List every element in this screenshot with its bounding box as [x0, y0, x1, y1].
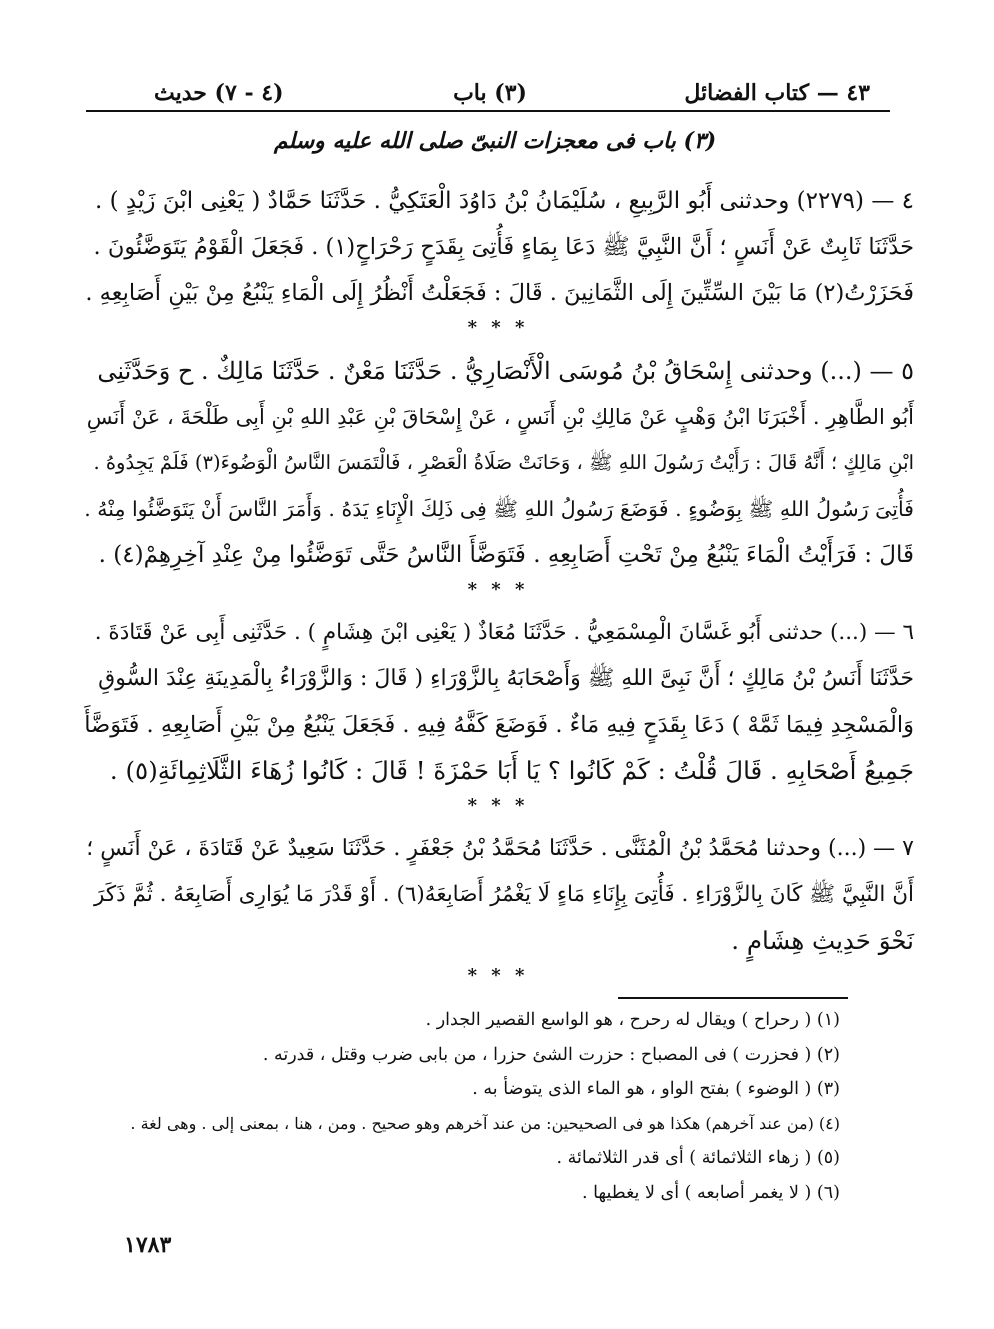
footnote: (٥) ( زهاء الثلاثمائة ) أى قدر الثلاثمائة . — [556, 1148, 840, 1168]
text-line: حَدَّثَنَا ثَابِتٌ عَنْ أَنَسٍ ؛ أَنَّ النَّبِيَّ ﷺ دَعَا بِمَاءٍ فَأُتِىَ بِقَدَحٍ رَحْرَاحٍ(١) . فَجَعَلَ الْقَوْمُ يَتَوَضَّئُونَ . — [93, 234, 914, 260]
running-header — [110, 74, 870, 114]
text-line: ابْنِ مَالِكٍ ؛ أَنَّهُ قَالَ : رَأَيْتُ رَسُولَ اللهِ ﷺ ، وَحَانَتْ صَلَاةُ الْعَصْرِ ، فَالْتَمَسَ النَّاسُ الْوَضُوءَ(٣) فَلَمْ يَجِدُوهُ . — [93, 451, 914, 474]
hadith-range-label: (٤ - ٧) حديث — [154, 80, 284, 106]
footnote: (١) ( رحراح ) ويقال له رحرح ، هو الواسع القصير الجدار . — [425, 1010, 840, 1030]
footnote: (٤) (من عند آخرهم) هكذا هو فى الصحيحين: من عند آخرهم وهو صحيح . ومن ، هنا ، بمعنى إلى . وهى لغة . — [130, 1113, 840, 1133]
section-separator: * * * — [467, 579, 529, 600]
main-text — [82, 178, 914, 996]
text-line: ٤ — (٢٢٧٩) وحدثنى أَبُو الرَّبِيعِ ، سُلَيْمَانُ بْنُ دَاوُدَ الْعَتَكِيُّ . حَدَّثَنَا حَمَّادٌ ( يَعْنِى ابْنَ زَيْدٍ ) . — [94, 188, 914, 214]
text-line: فَحَزَرْتُ(٢) مَا بَيْنَ السِّتِّينَ إِلَى الثَّمَانِينَ . قَالَ : فَجَعَلْتُ أَنْظُرُ إِلَى الْمَاءِ يَنْبُعُ مِنْ بَيْنِ أَصَابِعِهِ . — [85, 280, 914, 306]
text-line: نَحْوَ حَدِيثِ هِشَامٍ . — [731, 926, 914, 955]
text-line: قَالَ : فَرَأَيْتُ الْمَاءَ يَنْبُعُ مِنْ تَحْتِ أَصَابِعِهِ . فَتَوَضَّأَ النَّاسُ حَتَّى تَوَضَّئُوا مِنْ عِنْدِ آخِرِهِمْ(٤) . — [98, 542, 914, 568]
footnote: (٣) ( الوضوء ) بفتح الواو ، هو الماء الذى يتوضأ به . — [472, 1079, 840, 1099]
footnote-divider — [618, 997, 848, 999]
text-line: أَبُو الطَّاهِرِ . أَخْبَرَنَا ابْنُ وَهْبٍ عَنْ مَالِكِ بْنِ أَنَسٍ ، عَنْ إِسْحَاقَ بْنِ عَبْدِ اللهِ بْنِ أَبِى طَلْحَةَ ، عَنْ أَنَسِ — [86, 405, 914, 429]
footnote: (٢) ( فحزرت ) فى المصباح : حزرت الشئ حزرا ، من بابى ضرب وقتل ، قدرته . — [262, 1044, 840, 1065]
section-separator: * * * — [467, 795, 529, 816]
text-line: فَأُتِىَ رَسُولُ اللهِ ﷺ بِوَضُوءٍ . فَوَضَعَ رَسُولُ اللهِ ﷺ فِى ذَلِكَ الْإِنَاءِ يَدَهُ . وَأَمَرَ النَّاسَ أَنْ يَتَوَضَّئُوا مِنْهُ . — [84, 497, 914, 521]
text-line: ٥ — (...) وحدثنى إِسْحَاقُ بْنُ مُوسَى الْأَنْصَارِيُّ . حَدَّثَنَا مَعْنٌ . حَدَّثَنَا مَالِكٌ . ح وَحَدَّثَنِى — [97, 357, 914, 385]
section-separator: * * * — [467, 965, 529, 986]
page-number: ١٧٨٣ — [124, 1232, 172, 1258]
hadith-entry — [82, 348, 914, 578]
text-line: حَدَّثَنَا أَنَسُ بْنُ مَالِكٍ ؛ أَنَّ نَبِىَّ اللهِ ﷺ وَأَصْحَابَهُ بِالزَّوْرَاءِ ( قَالَ : وَالزَّوْرَاءُ بِالْمَدِينَةِ عِنْدَ السُّوقِ — [98, 666, 914, 691]
text-line: أَنَّ النَّبِيَّ ﷺ كَانَ بِالزَّوْرَاءِ . فَأُتِىَ بِإِنَاءِ مَاءٍ لَا يَغْمُرُ أَصَابِعَهُ(٦) . أَوْ قَدْرَ مَا يُوَارِى أَصَابِعَهُ . ثُمَّ ذَكَرَ — [94, 882, 914, 907]
footnotes — [130, 1003, 840, 1210]
text-line: ٦ — (...) حدثنى أَبُو غَسَّانَ الْمِسْمَعِيُّ . حَدَّثَنَا مُعَاذٌ ( يَعْنِى ابْنَ هِشَامٍ ) . حَدَّثَنِى أَبِى عَنْ قَتَادَةَ . — [94, 620, 914, 645]
section-separator: * * * — [467, 317, 529, 338]
footnote: (٦) ( لا يغمر أصابعه ) أى لا يغطيها . — [581, 1182, 840, 1203]
hadith-entry — [82, 178, 914, 316]
text-line: جَمِيعُ أَصْحَابِهِ . قَالَ قُلْتُ : كَمْ كَانُوا ؟ يَا أَبَا حَمْزَةَ ! قَالَ : كَانُوا زُهَاءَ الثَّلَاثِمِائَةِ(٥) . — [109, 756, 914, 785]
hadith-entry — [82, 610, 914, 794]
section-label: (٣) باب — [453, 80, 527, 106]
header-divider — [86, 110, 890, 112]
chapter-title: (٣) باب فى معجزات النبىّ صلى الله عليه وسلم — [273, 128, 717, 154]
hadith-entry — [82, 826, 914, 964]
text-line: وَالْمَسْجِدِ فِيمَا ثَمَّهْ ) دَعَا بِقَدَحٍ فِيهِ مَاءٌ . فَوَضَعَ كَفَّهُ فِيهِ . فَجَعَلَ يَنْبُعُ مِنْ بَيْنِ أَصَابِعِهِ . فَتَوَضَّأَ — [84, 712, 914, 738]
book-chapter-label: ٤٣ — كتاب الفضائل — [684, 80, 870, 106]
text-line: ٧ — (...) وحدثنا مُحَمَّدُ بْنُ الْمُثَنَّى . حَدَّثَنَا مُحَمَّدُ بْنُ جَعْفَرٍ . حَدَّثَنَا سَعِيدٌ عَنْ قَتَادَةَ ، عَنْ أَنَسٍ ؛ — [86, 836, 914, 861]
